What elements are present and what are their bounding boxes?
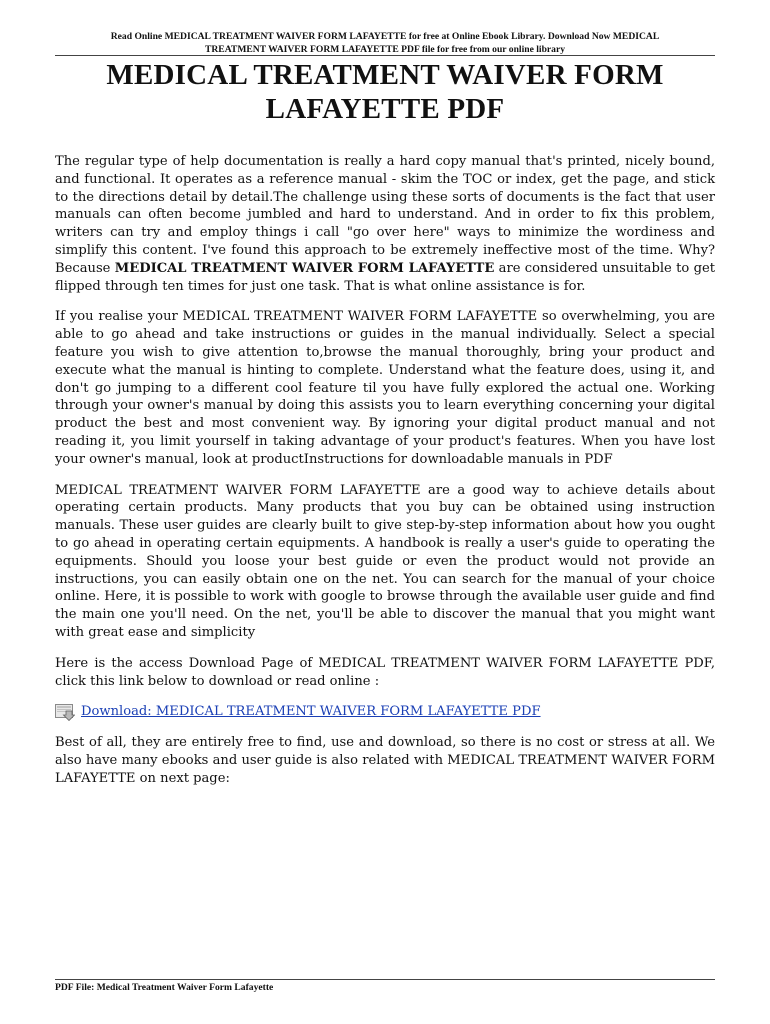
header-banner-line1: Read Online MEDICAL TREATMENT WAIVER FORM LAFAYETTE for free at Online Ebook Library. Download Now MEDICAL xyxy=(110,31,660,42)
download-icon[interactable] xyxy=(55,704,75,721)
document-title xyxy=(55,58,715,126)
document-title-line2: LAFAYETTE PDF xyxy=(265,93,505,125)
download-row[interactable] xyxy=(55,703,715,721)
download-link[interactable]: Download: MEDICAL TREATMENT WAIVER FORM LAFAYETTE PDF xyxy=(81,704,541,720)
paragraph-free: Best of all, they are entirely free to find, use and download, so there is no cost or stress at all. We also have many ebooks and user guide is also related with MEDICAL TREATMENT WAIVER FORM LAFAYETTE on next page: xyxy=(55,735,715,786)
footer-text: PDF File: Medical Treatment Waiver Form Lafayette xyxy=(55,982,274,993)
paragraph-access: Here is the access Download Page of MEDICAL TREATMENT WAIVER FORM LAFAYETTE PDF, click this link below to download or read online : xyxy=(55,655,715,689)
header-banner xyxy=(55,30,715,56)
paragraph-intro-text-b: are considered unsuitable to get flipped through ten times for just one task. That is what online assistance is for. xyxy=(55,260,715,294)
paragraph-details: MEDICAL TREATMENT WAIVER FORM LAFAYETTE are a good way to achieve details about operating certain products. Many products that you buy can be obtained using instruction manuals. These user guides are clearly built to give step-by-step information about how you ought to go ahead in operating certain equipments. A handbook is really a user's guide to operating the equipments. Should you loose your best guide or even the product would not provide an instructions, you can easily obtain one on the net. You can search for the manual of your choice online. Here, it is possible to work with google to browse through the available user guide and find the main one you'll need. On the net, you'll be able to discover the manual that you might want with great ease and simplicity xyxy=(55,482,715,640)
paragraph-intro-bold-title: MEDICAL TREATMENT WAIVER FORM LAFAYETTE xyxy=(114,260,495,276)
header-divider xyxy=(55,55,715,56)
document-title-line1: MEDICAL TREATMENT WAIVER FORM xyxy=(106,59,664,91)
paragraph-overwhelming: If you realise your MEDICAL TREATMENT WAIVER FORM LAFAYETTE so overwhelming, you are able to go ahead and take instructions or guides in the manual individually. Select a special feature you wish to give attention to,browse the manual thoroughly, bring your product and execute what the manual is hinting to complete. Understand what the feature does, using it, and don't go jumping to a different cool feature til you have fully explored the actual one. Working through your owner's manual by doing this assists you to learn everything concerning your digital product the best and most convenient way. By ignoring your digital product manual and not reading it, you limit yourself in taking advantage of your product's features. When you have lost your owner's manual, look at productInstructions for downloadable manuals in PDF xyxy=(55,309,715,467)
header-banner-line2: TREATMENT WAIVER FORM LAFAYETTE PDF file for free from our online library xyxy=(204,44,566,55)
document-body xyxy=(55,153,715,801)
paragraph-intro xyxy=(55,153,715,295)
footer-divider xyxy=(55,979,715,980)
paragraph-intro-text-a: The regular type of help documentation is really a hard copy manual that's printed, nicely bound, and functional. It operates as a reference manual - skim the TOC or index, get the page, and stick to the directions detail by detail.The challenge using these sorts of documents is the fact that user manuals can often become jumbled and hard to understand. And in order to fix this problem, writers can try and employ things i call "go over here" ways to minimize the wordiness and simplify this content. I've found this approach to be extremely ineffective most of the time. Why? Because xyxy=(55,154,715,276)
